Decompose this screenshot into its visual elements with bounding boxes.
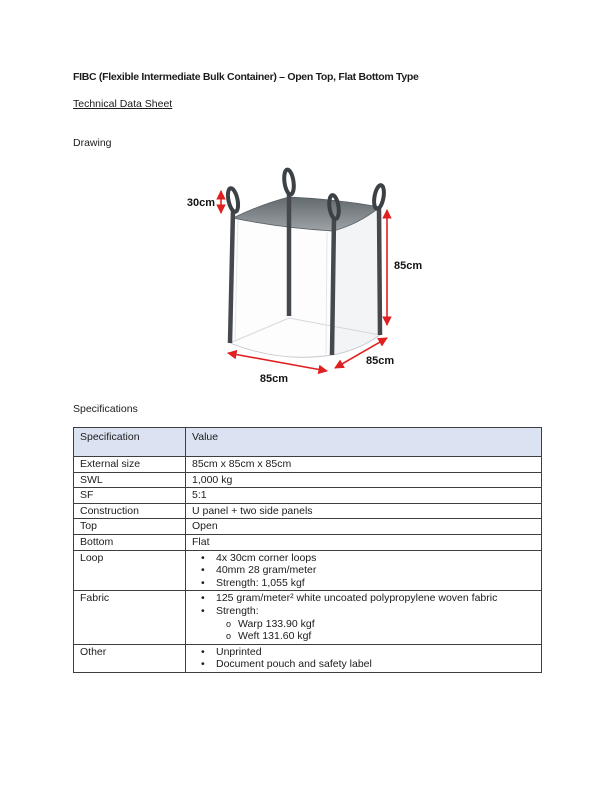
subtitle-technical-data-sheet: Technical Data Sheet bbox=[73, 98, 173, 110]
bullet-text: Warp 133.90 kgf bbox=[238, 617, 315, 630]
bullet-line bbox=[192, 658, 537, 671]
sub-bullet-line bbox=[192, 618, 537, 631]
table-row-bottom bbox=[74, 534, 542, 550]
bullet-text: 4x 30cm corner loops bbox=[216, 551, 317, 564]
spec-cell: External size bbox=[74, 457, 186, 473]
bag-depth-label: 85cm bbox=[366, 355, 395, 367]
spec-cell: SF bbox=[74, 488, 186, 504]
sub-bullet-icon: o bbox=[226, 618, 232, 629]
loop-height-label: 30cm bbox=[186, 197, 215, 209]
spec-cell: Other bbox=[74, 644, 186, 672]
bullet-icon: • bbox=[201, 645, 205, 658]
spec-cell: SWL bbox=[74, 472, 186, 488]
bullet-icon: • bbox=[201, 658, 205, 671]
strap-front bbox=[332, 218, 334, 355]
bag-width-label: 85cm bbox=[259, 373, 289, 385]
sub-bullet-icon: o bbox=[226, 631, 232, 642]
table-row-fabric bbox=[74, 591, 542, 644]
spec-cell: Loop bbox=[74, 550, 186, 591]
value-cell: U panel + two side panels bbox=[186, 503, 542, 519]
value-cell: 1,000 kg bbox=[186, 472, 542, 488]
bullet-icon: • bbox=[201, 604, 205, 617]
bullet-text: 125 gram/meter² white uncoated polypropylene woven fabric bbox=[216, 592, 498, 605]
corner-loop-right bbox=[372, 184, 385, 209]
value-cell bbox=[186, 644, 542, 672]
strap-left bbox=[230, 210, 233, 343]
value-cell bbox=[186, 591, 542, 644]
bullet-icon: • bbox=[201, 551, 205, 564]
bullet-icon: • bbox=[201, 576, 205, 589]
value-cell: Flat bbox=[186, 534, 542, 550]
drawing-section-label: Drawing bbox=[73, 137, 112, 149]
sub-bullet-line bbox=[192, 630, 537, 643]
bullet-text: 40mm 28 gram/meter bbox=[216, 564, 317, 577]
specifications-section-label: Specifications bbox=[73, 403, 138, 415]
corner-loop-left bbox=[226, 187, 240, 212]
bag-body bbox=[230, 207, 380, 357]
spec-cell: Fabric bbox=[74, 591, 186, 644]
value-cell: Open bbox=[186, 519, 542, 535]
spec-cell: Construction bbox=[74, 503, 186, 519]
bullet-icon: • bbox=[201, 564, 205, 577]
fibc-bag-drawing bbox=[170, 155, 440, 390]
dimension-bag-height bbox=[387, 210, 422, 325]
header-value: Value bbox=[186, 428, 542, 457]
value-cell bbox=[186, 550, 542, 591]
spec-cell: Top bbox=[74, 519, 186, 535]
strap-right bbox=[379, 208, 380, 335]
table-row-construction bbox=[74, 503, 542, 519]
bullet-line bbox=[192, 577, 537, 590]
bullet-text: Weft 131.60 kgf bbox=[238, 630, 312, 643]
table-row-swl bbox=[74, 472, 542, 488]
bullet-line bbox=[192, 646, 537, 659]
value-cell: 5:1 bbox=[186, 488, 542, 504]
bullet-icon: • bbox=[201, 592, 205, 605]
table-row-external-size bbox=[74, 457, 542, 473]
bullet-line bbox=[192, 564, 537, 577]
bullet-text: Document pouch and safety label bbox=[216, 658, 372, 671]
bullet-line bbox=[192, 605, 537, 618]
table-row-loop bbox=[74, 550, 542, 591]
page-title: FIBC (Flexible Intermediate Bulk Container) – Open Top, Flat Bottom Type bbox=[73, 71, 419, 83]
specifications-table bbox=[73, 427, 542, 673]
bullet-text: Unprinted bbox=[216, 645, 262, 658]
bullet-text: Strength: 1,055 kgf bbox=[216, 576, 305, 589]
table-row-sf bbox=[74, 488, 542, 504]
header-specification: Specification bbox=[74, 428, 186, 457]
dimension-bag-width bbox=[228, 353, 327, 385]
value-cell: 85cm x 85cm x 85cm bbox=[186, 457, 542, 473]
corner-loop-back bbox=[283, 169, 295, 195]
table-row-other bbox=[74, 644, 542, 672]
bullet-line bbox=[192, 592, 537, 605]
spec-cell: Bottom bbox=[74, 534, 186, 550]
table-row-top bbox=[74, 519, 542, 535]
dimension-loop-height bbox=[187, 191, 221, 213]
table-header-row bbox=[74, 428, 542, 457]
bullet-line bbox=[192, 552, 537, 565]
bullet-text: Strength: bbox=[216, 604, 259, 617]
bag-height-label: 85cm bbox=[394, 260, 423, 272]
